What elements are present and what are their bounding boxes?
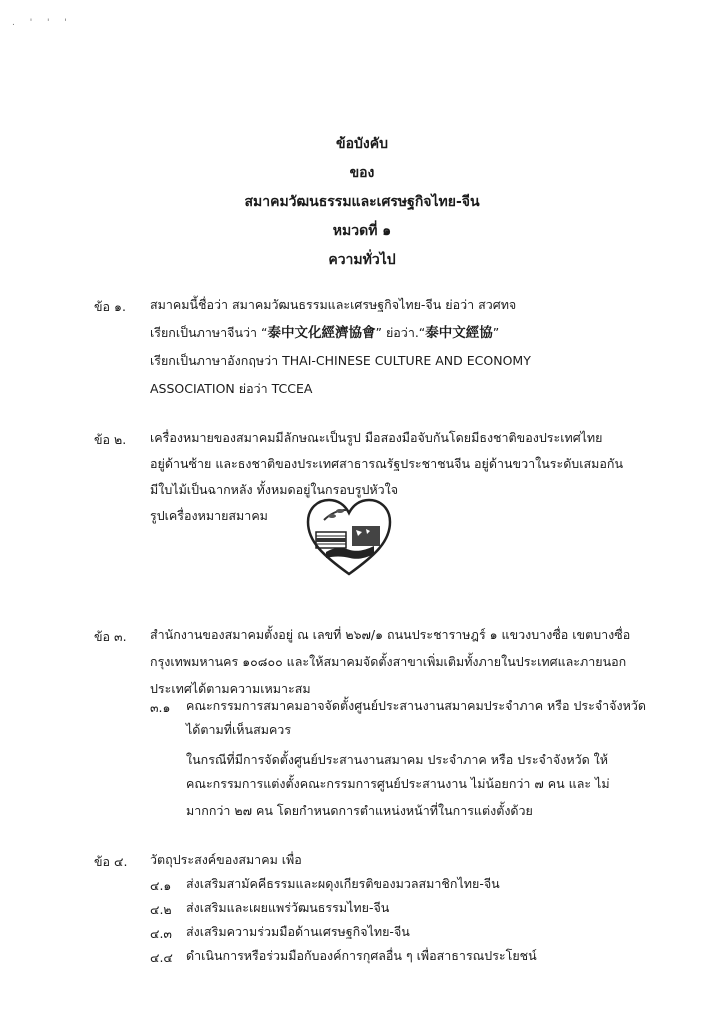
- article-1-line-3: เรียกเป็นภาษาอังกฤษว่า THAI-CHINESE CULTURE AND ECONOMY: [150, 353, 531, 368]
- article-3-paragraph-line-1: ในกรณีที่มีการจัดตั้งศูนย์ประสานงานสมาคม ประจำภาค หรือ ประจำจังหวัด ให้: [186, 752, 609, 767]
- article-3-1-number: ๓.๑: [150, 700, 171, 715]
- article-4-3-text: ส่งเสริมความร่วมมือด้านเศรษฐกิจไทย-จีน: [186, 924, 410, 939]
- article-4-2-text: ส่งเสริมและเผยแพร่วัฒนธรรมไทย-จีน: [186, 900, 390, 915]
- article-2-line-3: มีใบไม้เป็นฉากหลัง ทั้งหมดอยู่ในกรอบรูปหัวใจ: [150, 482, 399, 497]
- article-1-line-1: สมาคมนี้ชื่อว่า สมาคมวัฒนธรรมและเศรษฐกิจไทย-จีน ย่อว่า สวศทจ: [150, 297, 517, 312]
- article-3-line-2: กรุงเทพมหานคร ๑๐๘๐๐ และให้สมาคมจัดตั้งสาขาเพิ่มเติมทั้งภายในประเทศและภายนอก: [150, 654, 627, 669]
- article-2-line-4: รูปเครื่องหมายสมาคม: [150, 508, 268, 523]
- scan-specks: . ' ' ': [12, 18, 73, 28]
- article-2-line-1: เครื่องหมายของสมาคมมีลักษณะเป็นรูป มือสองมือจับกันโดยมีธงชาติของประเทศไทย: [150, 430, 603, 445]
- document-header: [0, 130, 724, 275]
- article-1-chinese-name: 泰中文化經濟協會: [267, 325, 376, 341]
- header-chapter-title: ความทั่วไป: [328, 252, 396, 268]
- article-3-number: ข้อ ๓.: [94, 629, 127, 644]
- header-title: ข้อบังคับ: [336, 136, 388, 152]
- article-1-number: ข้อ ๑.: [94, 299, 126, 314]
- article-1-chinese-abbrev-label: ” ย่อว่า.“: [375, 325, 426, 340]
- article-1-chinese-prefix: เรียกเป็นภาษาจีนว่า “: [150, 325, 268, 340]
- article-2-number: ข้อ ๒.: [94, 432, 127, 447]
- article-4-number: ข้อ ๔.: [94, 854, 128, 869]
- association-emblem-image: [304, 496, 394, 578]
- article-3-line-3: ประเทศได้ตามความเหมาะสม: [150, 681, 311, 696]
- article-3-line-1: สำนักงานของสมาคมตั้งอยู่ ณ เลขที่ ๒๖๗/๑ ถนนประชาราษฎร์ ๑ แขวงบางซื่อ เขตบางซื่อ: [150, 627, 631, 642]
- article-1-line-2: [150, 325, 499, 341]
- article-3-paragraph-line-3: มากกว่า ๒๗ คน โดยกำหนดการตำแหน่งหน้าที่ในการแต่งตั้งด้วย: [186, 803, 533, 818]
- article-4-intro: วัตถุประสงค์ของสมาคม เพื่อ: [150, 852, 302, 867]
- article-4-4-number: ๔.๔: [150, 950, 173, 965]
- article-4-2-number: ๔.๒: [150, 902, 172, 917]
- article-1-line-4: ASSOCIATION ย่อว่า TCCEA: [150, 381, 313, 396]
- article-3-paragraph-line-2: คณะกรรมการแต่งตั้งคณะกรรมการศูนย์ประสานงาน ไม่น้อยกว่า ๗ คน และ ไม่: [186, 776, 610, 791]
- article-4-4-text: ดำเนินการหรือร่วมมือกับองค์การกุศลอื่น ๆ เพื่อสาธารณประโยชน์: [186, 948, 537, 963]
- article-1-chinese-close: ”: [492, 325, 500, 340]
- header-chapter: หมวดที่ ๑: [332, 223, 392, 239]
- article-1-chinese-abbrev: 泰中文經協: [425, 325, 493, 341]
- header-association-name: สมาคมวัฒนธรรมและเศรษฐกิจไทย-จีน: [244, 194, 480, 210]
- article-4-1-text: ส่งเสริมสามัคคีธรรมและผดุงเกียรติของมวลสมาชิกไทย-จีน: [186, 876, 500, 891]
- header-of: ของ: [349, 165, 375, 181]
- article-4-3-number: ๔.๓: [150, 926, 172, 941]
- article-2-line-2: อยู่ด้านซ้าย และธงชาติของประเทศสาธารณรัฐประชาชนจีน อยู่ด้านขวาในระดับเสมอกัน: [150, 456, 624, 471]
- article-3-1-line-1: คณะกรรมการสมาคมอาจจัดตั้งศูนย์ประสานงานสมาคมประจำภาค หรือ ประจำจังหวัด: [186, 698, 646, 713]
- article-3-1-line-2: ได้ตามที่เห็นสมควร: [186, 722, 292, 737]
- article-4-1-number: ๔.๑: [150, 878, 172, 893]
